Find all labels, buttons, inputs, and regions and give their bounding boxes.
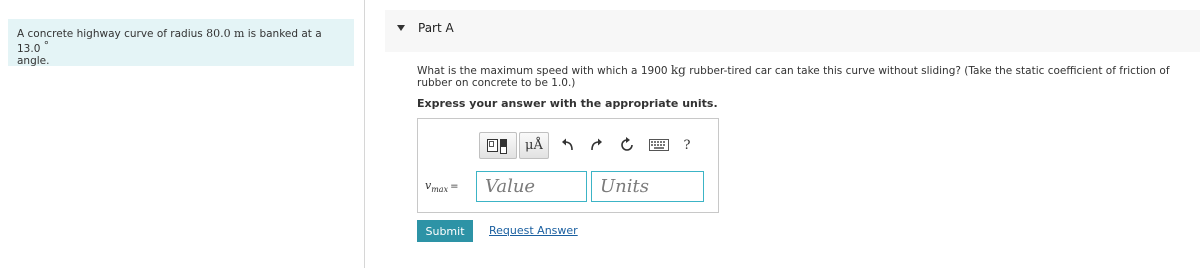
keyboard-icon[interactable] xyxy=(648,137,670,153)
problem-text-before: A concrete highway curve of radius xyxy=(17,28,207,40)
undo-arrow-icon[interactable] xyxy=(560,137,576,153)
value-placeholder: Value xyxy=(485,176,536,197)
angle-unit: ° xyxy=(43,40,49,52)
question-text xyxy=(417,64,1187,89)
radius-value: 80.0 xyxy=(206,27,231,40)
request-answer-link[interactable]: Request Answer xyxy=(489,224,578,237)
units-input[interactable] xyxy=(591,171,704,202)
help-label: ? xyxy=(683,137,691,153)
help-button[interactable] xyxy=(681,137,693,153)
part-header[interactable] xyxy=(385,10,1200,52)
answer-variable: v xyxy=(425,179,432,192)
units-placeholder: Units xyxy=(600,176,649,197)
answer-subscript: max xyxy=(431,185,449,195)
answer-variable-label xyxy=(425,179,458,194)
units-button-label: μÅ xyxy=(525,138,543,153)
mass-unit: kg xyxy=(670,63,686,77)
submit-button[interactable]: Submit xyxy=(417,220,473,242)
question-after: rubber-tired car can take this curve without sliding? (Take the static coefficient of friction of rubber on concrete to be 1.0.) xyxy=(417,65,1170,89)
problem-text-after: angle. xyxy=(17,55,50,67)
column-divider xyxy=(364,0,365,268)
units-button[interactable] xyxy=(519,132,549,159)
angle-value: 13.0 xyxy=(17,43,41,55)
value-input[interactable] xyxy=(476,171,587,202)
problem-text-middle: is banked at a xyxy=(244,28,322,40)
collapse-triangle-icon[interactable] xyxy=(397,25,405,31)
templates-button[interactable] xyxy=(479,132,517,159)
question-before: What is the maximum speed with which a 1900 xyxy=(417,65,671,77)
part-title[interactable]: Part A xyxy=(418,21,454,35)
reset-icon[interactable] xyxy=(618,137,636,153)
problem-statement xyxy=(8,19,354,66)
redo-arrow-icon[interactable] xyxy=(588,137,604,153)
radius-unit: m xyxy=(233,27,245,40)
answer-instruction: Express your answer with the appropriate units. xyxy=(417,97,718,110)
answer-equals: = xyxy=(450,181,459,192)
